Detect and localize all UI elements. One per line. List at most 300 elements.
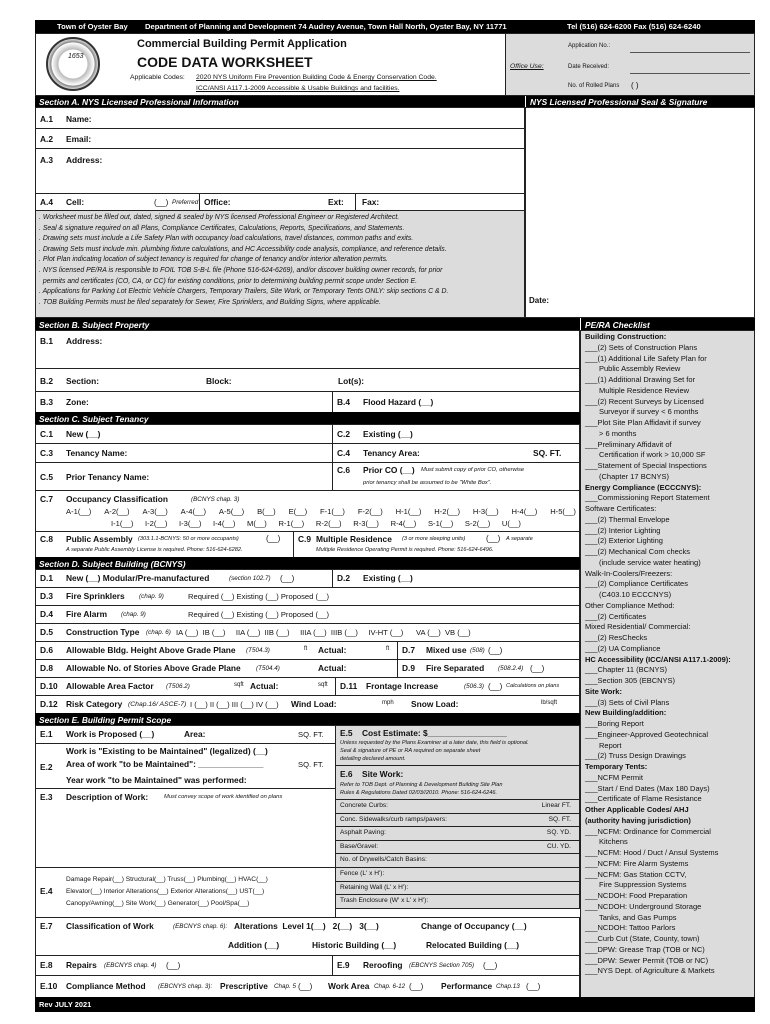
construction-type-options[interactable]: IA (__) IB (__) IIA (__) IIB (__) IIIA (__) IIIB (__) IV-HT (__) VA (__) VB (__) [176,628,471,637]
checklist-item-label: (2) UA Compliance [597,643,661,653]
new-modular-checkbox[interactable]: New (__) Modular/Pre-manufactured [66,573,210,583]
d1-number: D.1 [40,573,54,583]
e3-description-field[interactable] [35,788,336,868]
alterations-level-options[interactable]: Alterations Level 1(__) 2(__) 3(__) [234,921,379,931]
email-label: Email: [66,134,92,144]
occupancy-option-checkbox[interactable]: R-3(__) [353,519,379,528]
occupancy-option-checkbox[interactable]: H-1(__) [395,507,422,516]
checklist-item[interactable] [585,375,750,397]
section-label: Section: [66,376,100,386]
d3-fire-sprinklers-row[interactable] [35,587,580,606]
checklist-item-label: (2) Sets of Construction Plans [597,342,698,352]
rolled-plans-label: No. of Rolled Plans [568,83,620,89]
property-address-label: Address: [66,336,103,346]
checklist-item[interactable] [585,461,750,483]
d1-new-row[interactable] [35,569,333,588]
mixed-use-label: Mixed use [426,645,467,655]
work-type-options[interactable]: Canopy/Awning(__) Site Work(__) Generator(__) Pool/Spa(__) [66,900,250,907]
checklist-item[interactable] [585,902,750,924]
d11-number: D.11 [340,681,358,691]
checklist-blank[interactable]: ___ [585,955,598,965]
checklist-item[interactable] [585,536,750,547]
checklist-item[interactable] [585,794,750,805]
d11-frontage-row[interactable] [335,677,580,696]
checklist-item[interactable] [585,665,750,676]
checklist-heading: (authority having jurisdiction) [585,815,691,825]
checklist-blank[interactable]: ___ [585,525,598,535]
site-work-label: Base/Gravel: [340,842,379,850]
checklist-subheading: Walk-In-Coolers/Freezers: [585,568,673,578]
header-bar [35,20,755,34]
checklist-item-label: DPW: Grease Trap (TOB or NC) [597,944,705,954]
e2-existing-maintained-row[interactable] [35,743,336,789]
c1-number: C.1 [40,429,54,439]
checklist-item-label: Section 305 (EBCNYS) [597,676,676,685]
d8-number: D.8 [40,663,54,673]
c3-tenancy-name-field[interactable] [35,443,333,463]
checklist-item-label: Chapter 11 (BCNYS) [597,665,667,675]
b3-zone-field[interactable] [35,391,333,413]
checklist-item-label: Preliminary Affidavit of Certification if work > 10,000 SF [597,439,706,460]
d6-ref: (T504.3) [246,647,270,654]
new-tenancy-checkbox[interactable]: New (__) [66,429,101,439]
occupancy-option-checkbox[interactable]: I-2(__) [145,519,168,528]
public-assembly-note: A separate Public Assembly License is required. Phone: 516-624-6282. [66,547,243,553]
multiple-residence-note: Multiple Residence Operating Permit is required. Phone: 516-624-6496. [316,547,494,553]
repairs-checkbox[interactable]: (__) [166,961,181,970]
existing-tenancy-checkbox[interactable]: Existing (__) [363,429,413,439]
office-use-box [505,33,755,96]
d8-stories-row[interactable] [35,659,398,678]
d4-fire-alarm-row[interactable] [35,605,580,624]
checklist-blank[interactable]: ___ [585,418,598,427]
site-work-row[interactable] [335,867,580,882]
c8-public-assembly-row [35,531,294,558]
checklist-item[interactable] [585,397,750,419]
occupancy-option-checkbox[interactable]: R-2(__) [315,519,342,528]
fax-label: Fax: [362,197,380,207]
ext-label: Ext: [328,197,344,207]
pe-ra-checklist [580,330,755,998]
performance-label: Performance [441,981,493,991]
e7-number: E.7 [40,921,53,931]
sqft-unit: SQ. FT. [298,760,324,769]
office-use-label: Office Use: [510,63,544,70]
checklist-blank[interactable]: ___ [585,891,598,900]
checklist-blank[interactable]: ___ [585,772,598,782]
risk-category-options[interactable]: I (__) II (__) III (__) IV (__) [190,700,279,709]
checklist-blank[interactable]: ___ [585,461,598,470]
checklist-item[interactable] [585,354,750,376]
checklist-blank[interactable]: ___ [585,944,598,954]
a3-number: A.3 [40,155,54,165]
b4-flood-hazard[interactable] [332,391,580,413]
checklist-blank[interactable]: ___ [585,514,598,524]
checklist-item[interactable] [585,934,750,945]
cost-estimate-field[interactable]: Cost Estimate: $_________________ [362,728,507,738]
occupancy-option-checkbox[interactable]: B(__) [257,507,276,516]
checklist-blank[interactable]: ___ [585,923,598,933]
work-area-label: Work Area [328,981,370,991]
e8-repairs-row[interactable] [35,955,333,976]
section-b-header: Section B. Subject Property [35,318,580,331]
checklist-item-label: (2) Exterior Lighting [597,536,663,546]
a4-cell-field[interactable] [35,193,200,211]
existing-building-checkbox[interactable]: Existing (__) [363,573,413,583]
d2-existing-row[interactable] [332,569,580,588]
checklist-blank[interactable]: ___ [585,826,598,836]
sqft-unit: SQ. FT. [533,448,562,458]
checklist-item[interactable] [585,579,750,601]
work-proposed-checkbox[interactable]: Work is Proposed (__) [66,729,155,739]
relocated-building-checkbox[interactable]: Relocated Building (__) [426,940,520,950]
c2-existing-row[interactable] [332,424,580,444]
checklist-item[interactable] [585,923,750,934]
modular-checkbox[interactable]: (__) [280,574,295,583]
occupancy-option-checkbox[interactable]: A-3(__) [142,507,168,516]
e6-site-work-header [335,765,580,801]
prescriptive-checkbox[interactable]: (__) [298,982,313,991]
checklist-blank[interactable]: ___ [585,966,598,976]
checklist-item[interactable] [585,493,750,504]
e7-classification-row[interactable] [35,917,580,956]
fire-sprinklers-label: Fire Sprinklers [66,591,125,601]
checklist-item[interactable] [585,612,750,623]
site-work-rows [335,800,580,909]
a1-number: A.1 [40,114,54,124]
checklist-item[interactable] [585,644,750,655]
checklist-blank[interactable]: ___ [585,493,598,503]
checklist-item[interactable] [585,547,750,569]
checklist-blank[interactable]: ___ [585,439,598,449]
fire-sprinklers-options[interactable]: Required (__) Existing (__) Proposed (__) [188,592,329,601]
checklist-blank[interactable]: ___ [585,611,598,621]
note: . NYS licensed PE/RA is responsible to FOIL TOB S-B-L file (Phone 516-624-6269), and/or discover building owner records, for prior [39,266,443,274]
multiple-residence-ref: (3 or more sleeping units) [402,536,466,542]
checklist-item[interactable] [585,945,750,956]
site-work-row[interactable] [335,853,580,868]
checklist-blank[interactable]: ___ [585,579,598,589]
checklist-blank[interactable]: ___ [585,342,598,352]
checklist-item-label: Boring Report [597,719,644,728]
d12-ref: (Chap.16/ ASCE-7) [128,701,187,708]
change-occupancy-checkbox[interactable]: Change of Occupancy (__) [421,921,527,931]
checklist-blank[interactable]: ___ [585,848,598,857]
work-type-options[interactable]: Damage Repair(__) Structural(__) Truss(__) Plumbing(__) HVAC(__) [66,876,268,883]
c1-new-row[interactable] [35,424,333,444]
performance-checkbox[interactable]: (__) [526,982,541,991]
d12-risk-category-row[interactable] [35,695,580,714]
b1-number: B.1 [40,336,54,346]
date-received-label: Date Received: [568,64,610,70]
form-subtitle: Commercial Building Permit Application [137,38,347,50]
site-work-row[interactable] [335,813,580,828]
checklist-blank[interactable]: ___ [585,934,598,943]
area-label: Area: [184,729,206,739]
office-phone-field[interactable] [199,193,356,211]
site-work-unit: SQ. YD. [546,829,571,837]
d9-number: D.9 [402,663,416,673]
date-label: Date: [529,296,550,305]
allowable-stories-label: Allowable No. of Stories Above Grade Plane [66,663,241,673]
occupancy-option-checkbox[interactable]: H-3(__) [472,507,499,516]
occupancy-option-checkbox[interactable]: H-5(__) [550,507,576,516]
checklist-item-label: NCDOH: Food Preparation [597,891,688,900]
checklist-item-label: NYS Dept. of Agriculture & Markets [597,966,715,976]
checklist-item-label: Plot Site Plan Affidavit if survey > 6 months [597,418,701,438]
checklist-item-label: (2) Thermal Envelope [597,514,670,524]
description-note: Must convey scope of work identified on plans [164,794,283,800]
d9-fire-separated-row[interactable] [397,659,580,678]
checklist-item[interactable] [585,751,750,762]
occupancy-option-checkbox[interactable]: U(__) [501,519,521,528]
town-seal-logo [46,37,100,91]
checklist-blank[interactable]: ___ [585,396,598,406]
checklist-item-label: NCFM: Fire Alarm Systems [597,858,689,868]
checklist-item[interactable] [585,343,750,354]
checklist-blank[interactable]: ___ [585,375,598,384]
e5-cost-estimate[interactable] [335,725,580,766]
seal-signature-area[interactable] [525,107,755,318]
application-no-field[interactable] [630,52,750,53]
checklist-item[interactable] [585,698,750,709]
site-work-unit: CU. YD. [546,842,571,850]
a1-name-row[interactable] [35,107,525,129]
d9-ref: (508.2.4) [498,665,524,672]
public-assembly-checkbox[interactable]: (__) [266,534,281,543]
checklist-item[interactable] [585,784,750,795]
area-maintained-field[interactable]: Area of work "to be Maintained": ______________ [66,759,264,769]
occupancy-option-checkbox[interactable]: F-1(__) [320,507,345,516]
occupancy-option-checkbox[interactable]: S-1(__) [427,519,454,528]
checklist-item[interactable] [585,773,750,784]
checklist-item[interactable] [585,676,750,687]
occupancy-option-checkbox[interactable]: A-2(__) [104,507,130,516]
c5-prior-tenancy-field[interactable] [35,462,333,491]
checklist-item[interactable] [585,827,750,849]
site-work-label: Fence (L' x H'): [340,869,385,877]
checklist-item[interactable] [585,730,750,752]
d6-height-row[interactable] [35,641,398,660]
office-label: Office: [204,197,231,207]
checklist-item[interactable] [585,848,750,859]
tenancy-name-label: Tenancy Name: [66,448,128,458]
site-work-row[interactable] [335,799,580,814]
phone-fax: Tel (516) 624-6200 Fax (516) 624-6240 [567,22,701,31]
checklist-item[interactable] [585,515,750,526]
frontage-increase-checkbox[interactable]: (__) [488,682,503,691]
checklist-blank[interactable]: ___ [585,751,598,761]
section-a-header: Section A. NYS Licensed Professional Information [35,96,525,108]
fire-alarm-options[interactable]: Required (__) Existing (__) Proposed (__) [188,610,329,619]
ft-unit: ft [386,646,390,652]
a2-email-row[interactable] [35,128,525,149]
checklist-item-label: NCFM: Ordinance for Commercial Kitchens [597,826,711,847]
checklist-item[interactable] [585,526,750,537]
checklist-item[interactable] [585,956,750,967]
checklist-item[interactable] [585,418,750,440]
occupancy-option-checkbox[interactable]: A-1(__) [66,507,92,516]
lbsqft-unit: lb/sqft [541,700,558,706]
checklist-blank[interactable]: ___ [585,869,598,879]
d10-number: D.10 [40,681,58,691]
c8-number: C.8 [40,534,54,544]
site-work-unit: SQ. FT. [548,815,571,823]
occupancy-option-checkbox[interactable]: I-4(__) [213,519,236,528]
checklist-blank[interactable]: ___ [585,633,598,642]
checklist-item[interactable] [585,870,750,892]
prior-co-checkbox[interactable]: Prior CO (__) [363,465,415,475]
checklist-blank[interactable]: ___ [585,697,598,707]
fire-separated-label: Fire Separated [426,663,485,673]
checklist-blank[interactable]: ___ [585,665,598,675]
checklist-item[interactable] [585,966,750,977]
occupancy-option-checkbox[interactable]: A-5(__) [218,507,245,516]
checklist-heading: HC Accessibility (ICC/ANSI A117.1-2009): [585,654,731,664]
sqft-unit: sqft [318,682,328,688]
occupancy-option-checkbox[interactable]: H-4(__) [511,507,538,516]
preferred-checkbox[interactable]: (__) [154,198,169,207]
site-work-note: Refer to TOB Dept. of Planning & Development Building Site Plan [340,782,503,788]
codes-label: Applicable Codes: [130,74,185,81]
d11-ref: (506.3) [464,683,484,690]
checklist-item[interactable] [585,633,750,644]
e9-reroofing-row[interactable] [332,955,580,976]
c6-prior-co-row[interactable] [332,462,580,491]
occupancy-options-row-1 [66,507,576,516]
c5-number: C.5 [40,472,54,482]
checklist-blank[interactable]: ___ [585,643,598,653]
occupancy-option-checkbox[interactable]: R-4(__) [390,519,417,528]
d7-mixed-use-row[interactable] [397,641,580,660]
multiple-residence-checkbox[interactable]: (__) [486,534,501,543]
addition-checkbox[interactable]: Addition (__) [228,940,280,950]
reroofing-label: Reroofing [363,960,403,970]
e1-work-proposed-row[interactable] [35,725,336,744]
work-area-checkbox[interactable]: (__) [409,982,424,991]
note: . Applications for Parking Lot Electric Vehicle Chargers, Temporary Trailers, Site Work, or Temporary Tents ONLY: skip sections C & D. [39,288,449,296]
occupancy-option-checkbox[interactable]: H-2(__) [434,507,461,516]
checklist-item[interactable] [585,440,750,462]
occupancy-option-checkbox[interactable]: E(__) [288,507,308,516]
e4-number: E.4 [40,886,53,896]
checklist-item-label: Commissioning Report Statement [597,493,710,503]
site-work-row[interactable] [335,826,580,841]
flood-hazard-checkbox[interactable]: Flood Hazard (__) [363,397,434,407]
occupancy-option-checkbox[interactable]: A-4(__) [180,507,206,516]
checklist-blank[interactable]: ___ [585,353,598,363]
date-received-field[interactable] [630,73,750,74]
c4-tenancy-area-field[interactable] [332,443,580,463]
d5-number: D.5 [40,627,54,637]
c6-number: C.6 [337,465,351,475]
checklist-blank[interactable]: ___ [585,729,598,739]
site-work-row[interactable] [335,840,580,855]
wind-load-label: Wind Load: [291,699,337,709]
public-assembly-label: Public Assembly [66,534,133,544]
b2-section-block-lot-row[interactable] [35,368,580,392]
occupancy-option-checkbox[interactable]: F-2(__) [357,507,383,516]
site-work-row[interactable] [335,894,580,909]
rolled-plans-field[interactable]: ( ) [631,81,639,90]
occupancy-option-checkbox[interactable]: I-3(__) [179,519,202,528]
repairs-label: Repairs [66,960,97,970]
d3-number: D.3 [40,591,54,601]
checklist-subheading: Other Compliance Method: [585,600,675,610]
checklist-blank[interactable]: ___ [585,676,598,685]
checklist-blank[interactable]: ___ [585,901,598,911]
cost-note: Seal & signature of PE or RA required on separate sheet [340,748,481,754]
area-factor-label: Allowable Area Factor [66,681,154,691]
occupancy-option-checkbox[interactable]: I-1(__) [111,519,134,528]
d7-ref: (508) [470,647,485,654]
checklist-item-label: (3) Sets of Civil Plans [597,697,670,707]
frontage-increase-label: Frontage Increase [366,681,439,691]
fax-field[interactable] [355,193,525,211]
note: . Drawing Sets must include min. plumbing fixture calculations, and HC Accessibility code analysis, compliance, and reference details. [39,245,447,253]
historic-building-checkbox[interactable]: Historic Building (__) [312,940,397,950]
site-work-row[interactable] [335,881,580,896]
a4-number: A.4 [40,197,54,207]
fire-separated-checkbox[interactable]: (__) [530,664,545,673]
note: . Worksheet must be filled out, dated, signed & sealed by NYS licensed Professional Engineer or Registered Architect. [39,214,400,221]
checklist-item[interactable] [585,859,750,870]
public-assembly-ref: (303.1.1-BCNYS: 50 or more occupants) [138,536,239,542]
d6-number: D.6 [40,645,54,655]
seal-signature-header: NYS Licensed Professional Seal & Signature [525,96,755,108]
d1-ref: (section 102.7) [229,575,271,582]
checklist-item[interactable] [585,891,750,902]
reroofing-checkbox[interactable]: (__) [483,961,498,970]
d5-construction-type-row[interactable] [35,623,580,642]
site-work-unit: Linear FT. [541,802,571,809]
checklist-item-label: NCFM Permit [597,772,643,782]
mph-unit: mph [382,700,394,706]
d5-ref: (chap. 6) [146,629,171,636]
d12-number: D.12 [40,699,58,709]
checklist-blank[interactable]: ___ [585,794,598,804]
section-e-header: Section E. Building Permit Scope [35,713,580,726]
checklist-heading: New Building/addition: [585,708,667,718]
checklist-item-label: Engineer-Approved Geotechnical Report [597,729,709,750]
checklist-blank[interactable]: ___ [585,547,598,556]
checklist-blank[interactable]: ___ [585,536,598,546]
d10-area-factor-row[interactable] [35,677,336,696]
checklist-blank[interactable]: ___ [585,783,598,793]
checklist-header: PE/RA Checklist [580,318,755,331]
year-performed-field[interactable]: Year work "to be Maintained" was performed: [66,775,247,785]
e4-work-types-row[interactable] [35,867,336,918]
checklist-heading: Energy Compliance (ECCCNYS): [585,482,702,492]
occupancy-option-checkbox[interactable]: M(__) [247,519,267,528]
checklist-item-label: (2) Compliance Certificates (C403.10 ECCCNYS) [597,579,688,599]
b1-address-row[interactable] [35,330,580,369]
a3-address-row[interactable] [35,148,525,194]
mixed-use-checkbox[interactable]: (__) [488,646,503,655]
note: . Seal & signature required on all Plans, Compliance Certificates, Calculations, Reports, Specifications, and Statements. [39,224,405,232]
work-type-options[interactable]: Elevator(__) Interior Alterations(__) Exterior Alterations(__) UST(__) [66,888,265,895]
occupancy-option-checkbox[interactable]: R-1(__) [278,519,305,528]
frontage-note: Calculations on plans [506,683,560,689]
checklist-blank[interactable]: ___ [585,858,598,868]
e10-compliance-method-row[interactable] [35,975,580,998]
checklist-blank[interactable]: ___ [585,719,598,728]
existing-maintained-checkbox[interactable]: Work is "Existing to be Maintained" (legalized) (__) [66,746,268,756]
b4-number: B.4 [337,397,351,407]
occupancy-option-checkbox[interactable]: S-2(__) [464,519,491,528]
checklist-item[interactable] [585,719,750,730]
a2-number: A.2 [40,134,54,144]
